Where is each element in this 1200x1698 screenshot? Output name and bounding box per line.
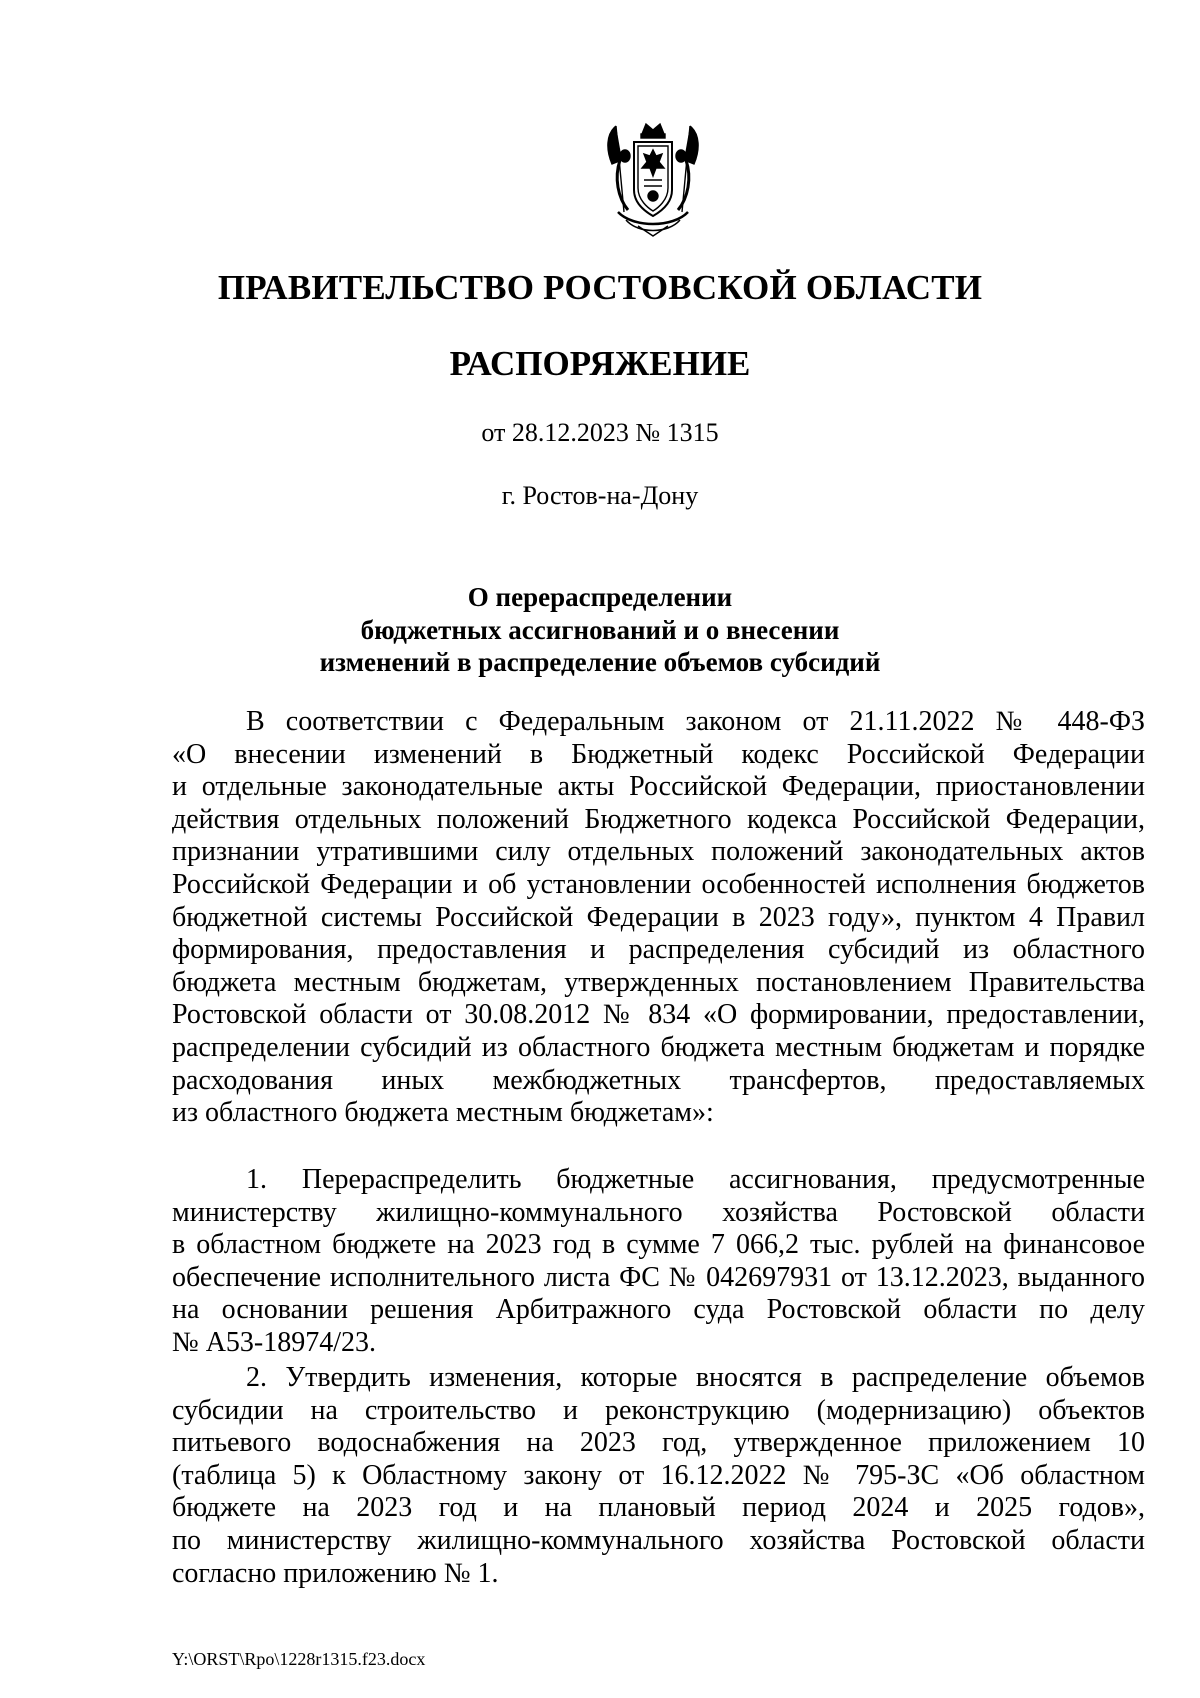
- text-line: № А53-18974/23.: [172, 1326, 377, 1358]
- text-line: формирования, предоставления и распределения субсидий из областного: [172, 934, 1145, 966]
- text-line: по министерству жилищно-коммунального хозяйства Ростовской области: [172, 1524, 1145, 1556]
- item-2-paragraph: [172, 1362, 1145, 1590]
- item-1-paragraph: [172, 1164, 1145, 1360]
- text-line: «О внесении изменений в Бюджетный кодекс Российской Федерации: [172, 738, 1145, 770]
- organization-title: ПРАВИТЕЛЬСТВО РОСТОВСКОЙ ОБЛАСТИ: [217, 268, 983, 307]
- date-number-line: от 28.12.2023 № 1315: [481, 418, 719, 447]
- text-line: бюджетной системы Российской Федерации в 2023 году», пунктом 4 Правил: [172, 901, 1145, 933]
- text-line: расходования иных межбюджетных трансфертов, предоставляемых: [172, 1064, 1145, 1096]
- document-subject: [0, 581, 1200, 679]
- text-line: согласно приложению № 1.: [172, 1557, 499, 1589]
- text-line: действия отдельных положений Бюджетного кодекса Российской Федерации,: [172, 803, 1145, 835]
- text-line: и отдельные законодательные акты Российской Федерации, приостановлении: [172, 771, 1145, 803]
- city-line: г. Ростов-на-Дону: [501, 481, 699, 510]
- document-type-title: РАСПОРЯЖЕНИЕ: [449, 344, 751, 383]
- subject-line: О перераспределении: [467, 582, 733, 612]
- text-line: на основании решения Арбитражного суда Ростовской области по делу: [172, 1294, 1145, 1326]
- text-line: в областном бюджете на 2023 год в сумме 7 066,2 тыс. рублей на финансовое: [172, 1229, 1145, 1261]
- coat-of-arms-icon: [598, 120, 708, 238]
- text-line: распределении субсидий из областного бюджета местным бюджетам и порядке: [172, 1031, 1145, 1063]
- text-line: питьевого водоснабжения на 2023 год, утвержденное приложением 10: [172, 1427, 1145, 1459]
- preamble-paragraph: [172, 706, 1145, 1130]
- subject-line: изменений в распределение объемов субсидий: [319, 647, 881, 677]
- text-line: бюджете на 2023 год и на плановый период 2024 и 2025 годов»,: [172, 1492, 1145, 1524]
- text-line: 1. Перераспределить бюджетные ассигнования, предусмотренные: [246, 1164, 1145, 1195]
- text-line: 2. Утвердить изменения, которые вносятся в распределение объемов: [246, 1362, 1145, 1393]
- text-line: субсидии на строительство и реконструкцию (модернизацию) объектов: [172, 1394, 1145, 1426]
- text-line: Российской Федерации и об установлении особенностей исполнения бюджетов: [172, 868, 1145, 900]
- file-path-footer: Y:\ORST\Rpo\1228r1315.f23.docx: [172, 1649, 426, 1669]
- text-line: министерству жилищно-коммунального хозяйства Ростовской области: [172, 1196, 1145, 1228]
- text-line: В соответствии с Федеральным законом от 21.11.2022 № 448-ФЗ: [246, 706, 1145, 737]
- text-line: бюджета местным бюджетам, утвержденных постановлением Правительства: [172, 966, 1145, 998]
- text-line: Ростовской области от 30.08.2012 № 834 «О формировании, предоставлении,: [172, 999, 1145, 1031]
- subject-line: бюджетных ассигнований и о внесении: [360, 614, 840, 645]
- text-line: признании утратившими силу отдельных положений законодательных актов: [172, 836, 1145, 868]
- text-line: из областного бюджета местным бюджетам»:: [172, 1097, 714, 1129]
- text-line: обеспечение исполнительного листа ФС № 042697931 от 13.12.2023, выданного: [172, 1261, 1145, 1293]
- text-line: (таблица 5) к Областному закону от 16.12.2022 № 795-ЗС «Об областном: [172, 1459, 1145, 1491]
